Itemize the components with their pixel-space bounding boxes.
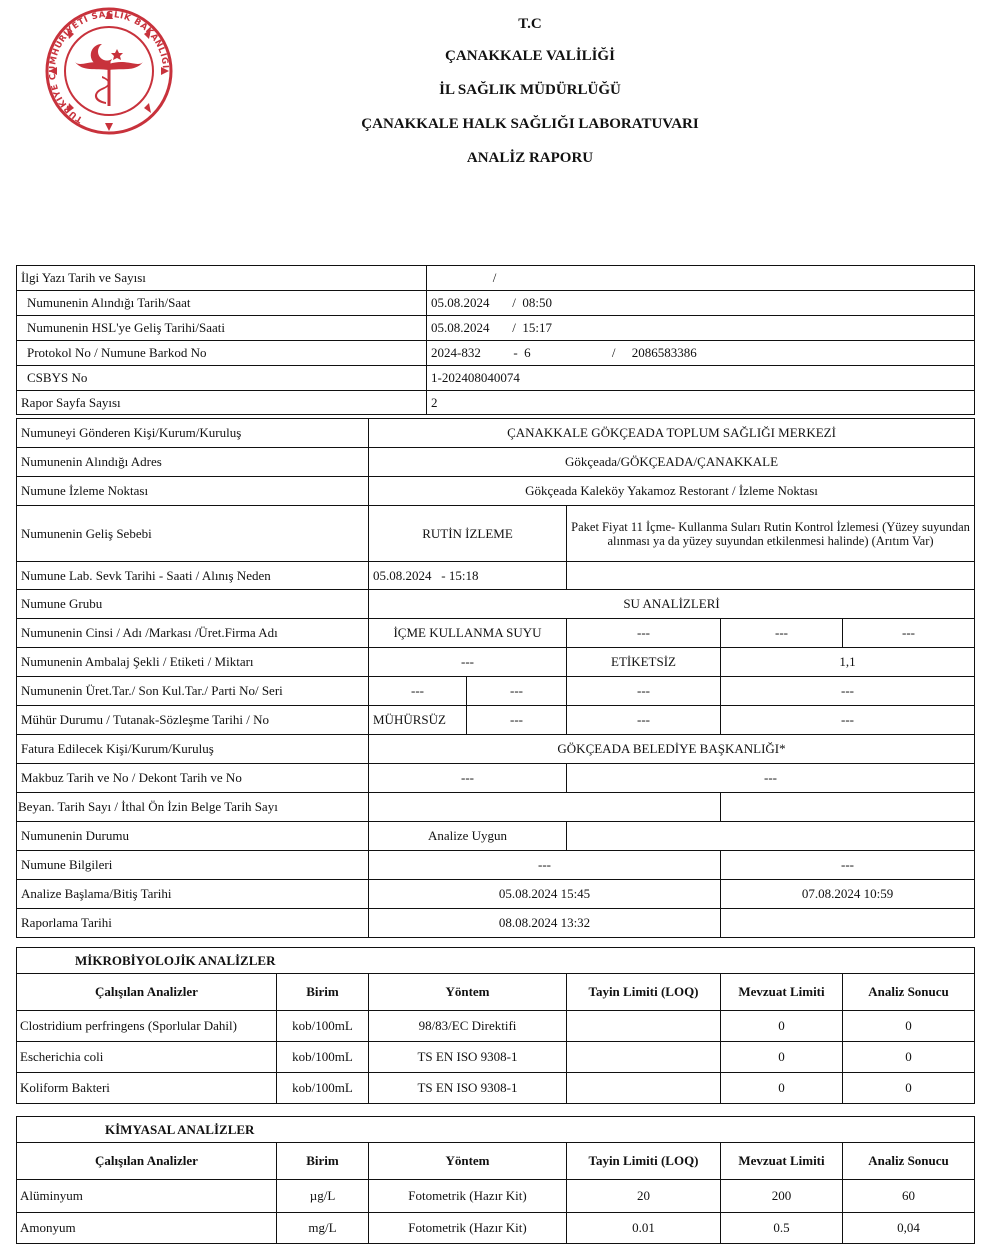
analiz-result: 60 (843, 1180, 975, 1213)
analiz-bitis: 07.08.2024 10:59 (721, 880, 975, 909)
csbys-label: CSBYS No (17, 366, 427, 391)
seri-no: --- (721, 677, 975, 706)
cins-marka: --- (721, 619, 843, 648)
bilgi-label: Numune Bilgileri (17, 851, 369, 880)
analiz-method: Fotometrik (Hazır Kit) (369, 1180, 567, 1213)
table-row (17, 1213, 975, 1244)
bilgi-value1: --- (369, 851, 721, 880)
analiz-unit: µg/L (277, 1180, 369, 1213)
analiz-method: Fotometrik (Hazır Kit) (369, 1213, 567, 1244)
report-info-table (16, 265, 975, 415)
micro-section-title: MİKROBİYOLOJİK ANALİZLER (17, 948, 975, 974)
analiz-name: Clostridium perfringens (Sporlular Dahil) (17, 1011, 277, 1042)
micro-analysis-table (16, 947, 975, 1104)
analiz-method: TS EN ISO 9308-1 (369, 1042, 567, 1073)
analiz-loq (567, 1011, 721, 1042)
grup-value: SU ANALİZLERİ (369, 590, 975, 619)
analiz-limit: 200 (721, 1180, 843, 1213)
uretim-label: Numunenin Üret.Tar./ Son Kul.Tar./ Parti No/ Seri (17, 677, 369, 706)
gonderen-value: ÇANAKKALE GÖKÇEADA TOPLUM SAĞLIĞI MERKEZİ (369, 419, 975, 448)
col-analiz: Çalışılan Analizler (17, 1143, 277, 1180)
analiz-result: 0 (843, 1073, 975, 1104)
cins-ad: --- (567, 619, 721, 648)
alindigi-tarih-value: 05.08.2024 / 08:50 (427, 291, 975, 316)
durum-label: Numunenin Durumu (17, 822, 369, 851)
ambalaj-sekli: --- (369, 648, 567, 677)
rapor-empty (721, 909, 975, 938)
fatura-label: Fatura Edilecek Kişi/Kurum/Kuruluş (17, 735, 369, 764)
analiz-limit: 0 (721, 1073, 843, 1104)
header-tc: T.C (518, 16, 542, 32)
gelis-sebebi-label: Numunenin Geliş Sebebi (17, 506, 369, 562)
sevk-label: Numune Lab. Sevk Tarihi - Saati / Alınış Neden (17, 562, 369, 590)
ambalaj-label: Numunenin Ambalaj Şekli / Etiketi / Miktarı (17, 648, 369, 677)
header-laboratuvar: ÇANAKKALE HALK SAĞLIĞI LABORATUVARI (361, 116, 699, 132)
analiz-method: TS EN ISO 9308-1 (369, 1073, 567, 1104)
analiz-name: Koliform Bakteri (17, 1073, 277, 1104)
izleme-label: Numune İzleme Noktası (17, 477, 369, 506)
analiz-limit: 0 (721, 1011, 843, 1042)
col-birim: Birim (277, 974, 369, 1011)
csbys-value: 1-202408040074 (427, 366, 975, 391)
gelis-tarih-value: 05.08.2024 / 15:17 (427, 316, 975, 341)
analiz-unit: kob/100mL (277, 1042, 369, 1073)
muhur-value: MÜHÜRSÜZ (369, 706, 467, 735)
makbuz-value: --- (369, 764, 567, 793)
gelis-sebebi-detail: Paket Fiyat 11 İçme- Kullanma Suları Rutin Kontrol İzlemesi (Yüzey suyundan alınması ya da yüzey suyundan etkilenmesi halinde) (Arıtım Var) (567, 506, 975, 562)
analiz-baslama: 05.08.2024 15:45 (369, 880, 721, 909)
analiz-name: Amonyum (17, 1213, 277, 1244)
analiz-unit: mg/L (277, 1213, 369, 1244)
analiz-loq: 0.01 (567, 1213, 721, 1244)
header-report-title: ANALİZ RAPORU (466, 150, 594, 166)
col-yontem: Yöntem (369, 1143, 567, 1180)
table-row (17, 1011, 975, 1042)
protokol-value: 2024-832 - 6 / 2086583386 (427, 341, 975, 366)
durum-value: Analize Uygun (369, 822, 567, 851)
ilgi-yazi-value: / (427, 266, 975, 291)
analiz-result: 0,04 (843, 1213, 975, 1244)
table-row (17, 1180, 975, 1213)
header-mudurluk: İL SAĞLIK MÜDÜRLÜĞÜ (439, 82, 621, 98)
fatura-value: GÖKÇEADA BELEDİYE BAŞKANLIĞI* (369, 735, 975, 764)
sayfa-sayisi-value: 2 (427, 391, 975, 415)
col-analiz: Çalışılan Analizler (17, 974, 277, 1011)
col-mevzuat: Mevzuat Limiti (721, 1143, 843, 1180)
ilgi-yazi-label: İlgi Yazı Tarih ve Sayısı (17, 266, 427, 291)
col-loq: Tayin Limiti (LOQ) (567, 1143, 721, 1180)
col-yontem: Yöntem (369, 974, 567, 1011)
ithal-value (721, 793, 975, 822)
analiz-unit: kob/100mL (277, 1011, 369, 1042)
sevk-value: 05.08.2024 - 15:18 (369, 562, 567, 590)
gelis-sebebi-value: RUTİN İZLEME (369, 506, 567, 562)
col-sonuc: Analiz Sonucu (843, 974, 975, 1011)
analiz-tarih-label: Analize Başlama/Bitiş Tarihi (17, 880, 369, 909)
analiz-loq (567, 1073, 721, 1104)
analiz-name: Escherichia coli (17, 1042, 277, 1073)
alindigi-tarih-label: Numunenin Alındığı Tarih/Saat (17, 291, 427, 316)
col-mevzuat: Mevzuat Limiti (721, 974, 843, 1011)
col-sonuc: Analiz Sonucu (843, 1143, 975, 1180)
beyan-label: Beyan. Tarih Sayı / İthal Ön İzin Belge Tarih Sayı (17, 793, 369, 822)
muhur-label: Mühür Durumu / Tutanak-Sözleşme Tarihi / No (17, 706, 369, 735)
protokol-label: Protokol No / Numune Barkod No (17, 341, 427, 366)
chemical-analysis-table (16, 1116, 975, 1244)
izleme-value: Gökçeada Kaleköy Yakamoz Restorant / İzleme Noktası (369, 477, 975, 506)
uretim-tarihi: --- (369, 677, 467, 706)
chem-section-title: KİMYASAL ANALİZLER (17, 1117, 975, 1143)
son-kullanma: --- (467, 677, 567, 706)
rapor-tarih-value: 08.08.2024 13:32 (369, 909, 721, 938)
bilgi-value2: --- (721, 851, 975, 880)
grup-label: Numune Grubu (17, 590, 369, 619)
cins-firma: --- (843, 619, 975, 648)
table-row (17, 1073, 975, 1104)
ministry-seal-logo (36, 4, 182, 138)
table-row (17, 1042, 975, 1073)
analiz-result: 0 (843, 1011, 975, 1042)
col-birim: Birim (277, 1143, 369, 1180)
analiz-limit: 0.5 (721, 1213, 843, 1244)
adres-label: Numunenin Alındığı Adres (17, 448, 369, 477)
analiz-name: Alüminyum (17, 1180, 277, 1213)
analiz-limit: 0 (721, 1042, 843, 1073)
makbuz-label: Makbuz Tarih ve No / Dekont Tarih ve No (17, 764, 369, 793)
durum-empty (567, 822, 975, 851)
analiz-method: 98/83/EC Direktifi (369, 1011, 567, 1042)
adres-value: Gökçeada/GÖKÇEADA/ÇANAKKALE (369, 448, 975, 477)
gelis-tarih-label: Numunenin HSL'ye Geliş Tarihi/Saati (17, 316, 427, 341)
svg-text:TÜRKİYE CUMHURİYETİ SAĞLIK BAK: TÜRKİYE CUMHURİYETİ SAĞLIK BAKANLIĞI (47, 9, 171, 125)
header-valilik: ÇANAKKALE VALİLİĞİ (445, 48, 615, 64)
gonderen-label: Numuneyi Gönderen Kişi/Kurum/Kuruluş (17, 419, 369, 448)
sayfa-sayisi-label: Rapor Sayfa Sayısı (17, 391, 427, 415)
cins-value: İÇME KULLANMA SUYU (369, 619, 567, 648)
ambalaj-etiket: ETİKETSİZ (567, 648, 721, 677)
ambalaj-miktar: 1,1 (721, 648, 975, 677)
dekont-value: --- (567, 764, 975, 793)
tutanak-no: --- (567, 706, 721, 735)
tutanak-diger: --- (721, 706, 975, 735)
analiz-unit: kob/100mL (277, 1073, 369, 1104)
analiz-loq: 20 (567, 1180, 721, 1213)
analiz-loq (567, 1042, 721, 1073)
analiz-result: 0 (843, 1042, 975, 1073)
cins-label: Numunenin Cinsi / Adı /Markası /Üret.Firma Adı (17, 619, 369, 648)
sample-info-table (16, 418, 975, 938)
beyan-value (369, 793, 721, 822)
sevk-empty (567, 562, 975, 590)
parti-no: --- (567, 677, 721, 706)
tutanak-tarihi: --- (467, 706, 567, 735)
col-loq: Tayin Limiti (LOQ) (567, 974, 721, 1011)
rapor-tarih-label: Raporlama Tarihi (17, 909, 369, 938)
